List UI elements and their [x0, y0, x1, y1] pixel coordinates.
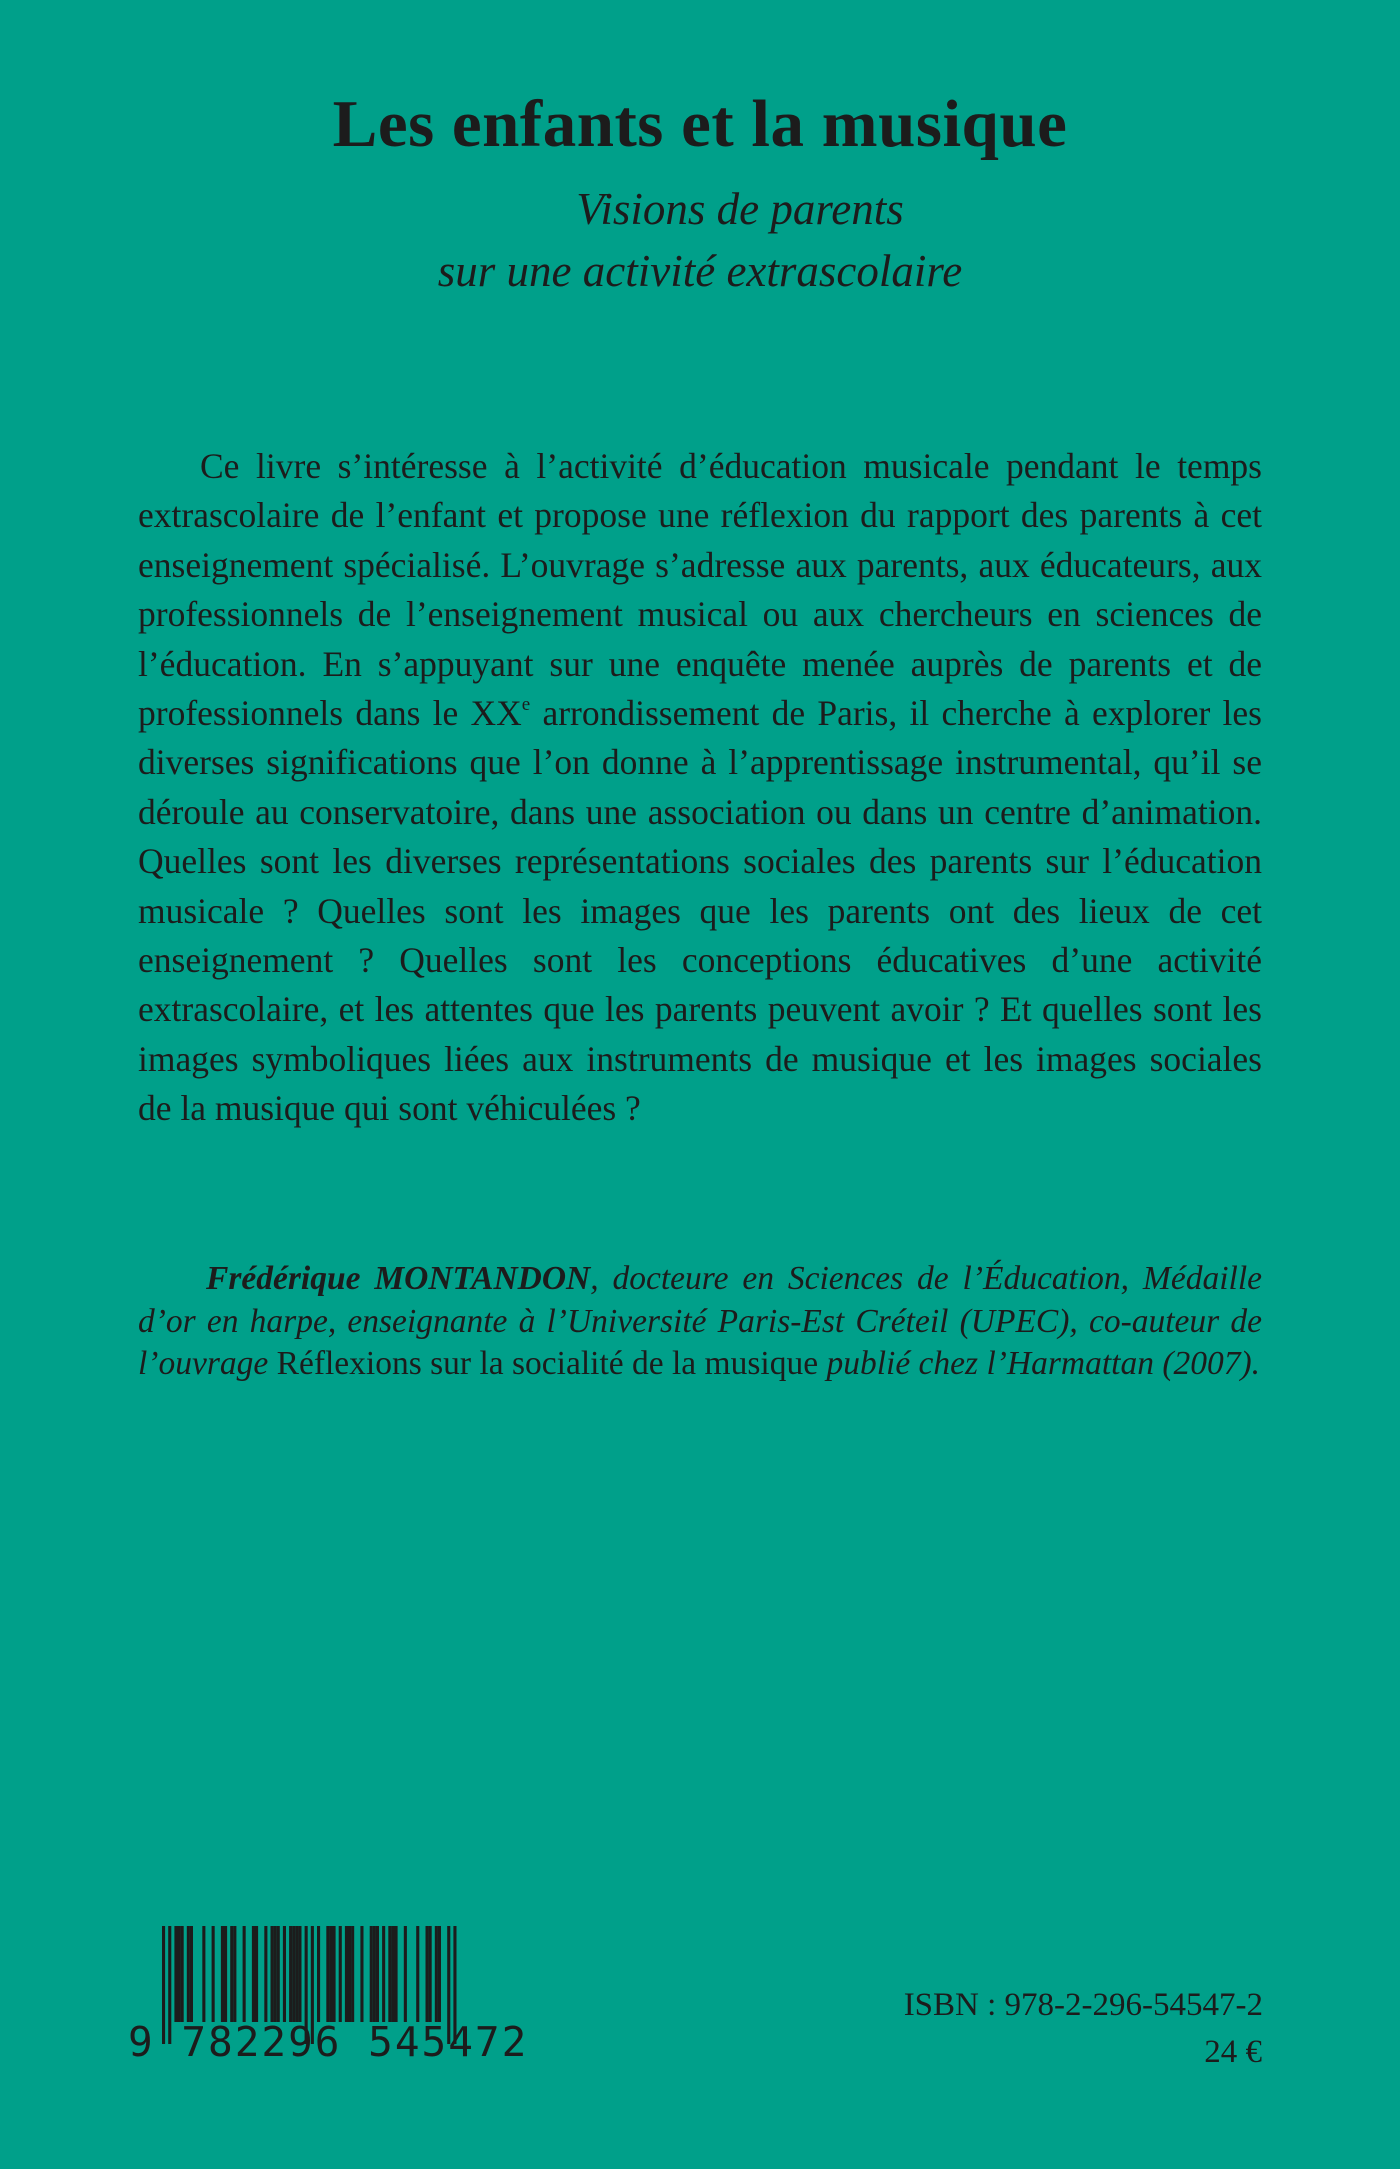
barcode-bar [351, 1926, 354, 2022]
barcode-bar [345, 1926, 348, 2022]
barcode-bar [202, 1926, 205, 2022]
barcode-bar [264, 1926, 267, 2022]
barcode-bar [382, 1926, 385, 2022]
barcode-bar [376, 1926, 379, 2022]
barcode-bar [212, 1926, 215, 2022]
barcode-bar [174, 1926, 177, 2022]
barcode-bar [333, 1926, 336, 2022]
barcode-bar [271, 1926, 274, 2022]
price: 24 € [1204, 2034, 1262, 2070]
description-text-part2: arrondissement de Paris, il cherche à explorer les diverses significations que l’on donne à l’apprentissage instrumental, qu’il se déroule au conservatoire, dans une association ou dans un centre d’animation. Quelles sont les diverses représentations sociales des parents sur l’éducation musicale ? Quelles sont les images que les parents ont des lieux de cet enseignement ? Quelles sont les conceptions éducatives d’une activité extrascolaire, et les attentes que les parents peuvent avoir ? Et quelles sont les images symboliques liées aux instruments de musique et les images sociales de la musique qui sont véhiculées ? [138, 693, 1262, 1129]
isbn-number: ISBN : 978-2-296-54547-2 [903, 1987, 1263, 2023]
superscript-e: e [521, 694, 531, 716]
barcode-bar [187, 1926, 190, 2022]
barcode-bar [221, 1926, 224, 2022]
barcode-bar [317, 1926, 320, 2022]
barcode-bar [438, 1926, 441, 2022]
barcode-bar [230, 1926, 233, 2022]
barcode-bar [348, 1926, 351, 2022]
referenced-book-title: Réflexions sur la socialité de la musique [276, 1345, 819, 1382]
barcode-bar [277, 1926, 280, 2022]
barcode-bar [224, 1926, 227, 2022]
barcode-bar [298, 1926, 301, 2022]
barcode-bar [435, 1926, 438, 2022]
barcode-bar [255, 1926, 258, 2022]
barcode-bar [426, 1926, 429, 2022]
barcode-bar [283, 1926, 286, 2022]
barcode-bar [181, 1926, 184, 2022]
barcode-bar [404, 1926, 407, 2022]
barcode-bar [243, 1926, 246, 2022]
book-title: Les enfants et la musique [332, 87, 1068, 161]
subtitle-line-1: Visions de parents [576, 184, 904, 234]
book-description [138, 442, 1262, 1134]
description-text-part1: Ce livre s’intéresse à l’activité d’éducation musicale pendant le temps extrascolaire de l’enfant et propose une réflexion du rapport des parents à cet enseignement spécialisé. L’ouvrage s’adresse aux parents, aux éducateurs, aux professionnels de l’enseignement musical ou aux chercheurs en sciences de l’éducation. En s’appuyant sur une enquête menée auprès de parents et de professionnels dans le XX [138, 446, 1262, 734]
barcode-bar [416, 1926, 419, 2022]
barcode-bar [295, 1926, 298, 2022]
barcode-bar [360, 1926, 363, 2022]
barcode-digits: 9 782296 545472 [128, 2018, 529, 2066]
barcode-bar [395, 1926, 398, 2022]
barcode-bar [339, 1926, 342, 2022]
book-subtitle [0, 178, 1400, 302]
barcode-bar [373, 1926, 376, 2022]
barcode-bar [429, 1926, 432, 2022]
barcode-bar [233, 1926, 236, 2022]
author-bio-paragraph [138, 1258, 1262, 1386]
barcode-bar [370, 1926, 373, 2022]
barcode-bar [190, 1926, 193, 2022]
barcode-bar [388, 1926, 391, 2022]
description-paragraph [138, 442, 1262, 1134]
barcode-bar [289, 1926, 292, 2022]
author-bio-part1: , docteure en Sciences de l’Éducation, Médaille d’or en harpe, enseignante à l’Université Paris-Est Créteil (UPEC), co-auteur de l’ouvrage [138, 1260, 1262, 1382]
barcode-bar [391, 1926, 394, 2022]
author-bio-part2: publié chez l’Harmattan (2007). [818, 1345, 1261, 1382]
barcode-bar [178, 1926, 181, 2022]
subtitle-line-2: sur une activité extrascolaire [437, 246, 963, 296]
barcode-bar [274, 1926, 277, 2022]
author-name: Frédérique MONTANDON [206, 1260, 591, 1297]
barcode-bar [326, 1926, 329, 2022]
author-bio [138, 1258, 1262, 1386]
barcode-bar [329, 1926, 332, 2022]
barcode-bar [252, 1926, 255, 2022]
barcode-bar [292, 1926, 295, 2022]
